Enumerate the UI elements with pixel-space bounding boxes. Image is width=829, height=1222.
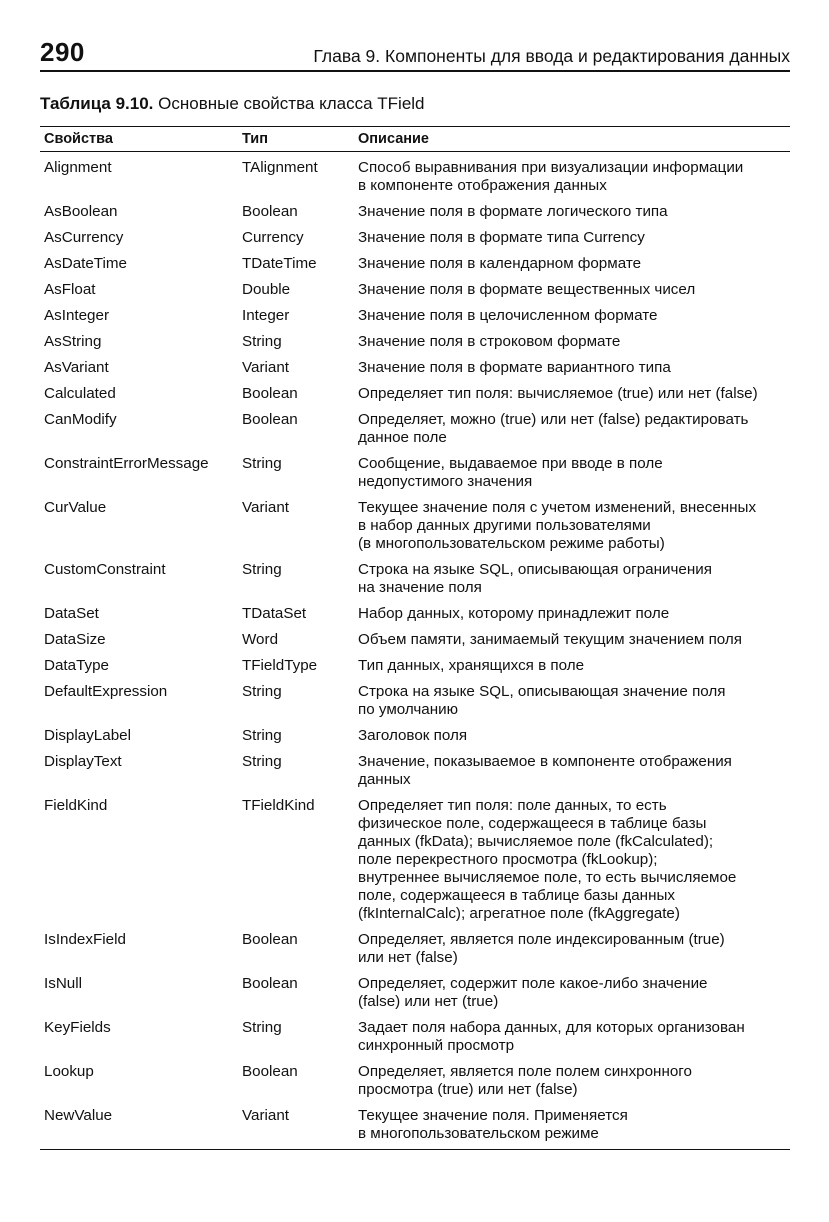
cell-property: DataSet [44, 605, 99, 622]
table-caption-number: Таблица 9.10. [40, 94, 154, 113]
cell-description: Задает поля набора данных, для которых организован синхронный просмотр [358, 1019, 745, 1054]
cell-property: CurValue [44, 499, 107, 516]
cell-description: Текущее значение поля. Применяется в многопользовательском режиме [358, 1107, 628, 1142]
table-row [40, 657, 790, 675]
cell-property: AsCurrency [44, 229, 124, 246]
cell-type: String [242, 1019, 282, 1036]
cell-type: String [242, 753, 282, 770]
table-row [40, 229, 790, 247]
table-row [40, 561, 790, 597]
cell-type: Boolean [242, 931, 298, 948]
table-row [40, 753, 790, 789]
cell-property: Calculated [44, 385, 116, 402]
running-head [40, 36, 790, 72]
cell-type: String [242, 455, 282, 472]
cell-description: Определяет, является поле индексированным (true) или нет (false) [358, 931, 725, 966]
cell-description: Значение поля в формате типа Currency [358, 229, 645, 246]
cell-type: String [242, 727, 282, 744]
cell-property: Alignment [44, 159, 112, 176]
table-row [40, 1019, 790, 1055]
table-row [40, 631, 790, 649]
cell-type: TAlignment [242, 159, 318, 176]
table-row [40, 359, 790, 377]
cell-description: Значение поля в формате вариантного типа [358, 359, 671, 376]
table-row [40, 605, 790, 623]
cell-type: TFieldType [242, 657, 318, 674]
table-body [40, 152, 790, 1149]
cell-description: Текущее значение поля с учетом изменений, внесенных в набор данных другими пользователями (в многопользовательском режиме работы) [358, 499, 757, 552]
table-row [40, 683, 790, 719]
page-number: 290 [40, 37, 85, 67]
table-row [40, 1063, 790, 1099]
table-caption [40, 94, 425, 114]
header-properties: Свойства [44, 131, 113, 147]
cell-type: Boolean [242, 1063, 298, 1080]
cell-property: CustomConstraint [44, 561, 166, 578]
cell-property: CanModify [44, 411, 117, 428]
cell-type: Boolean [242, 411, 298, 428]
cell-type: Variant [242, 359, 289, 376]
table-row [40, 931, 790, 967]
table-row [40, 333, 790, 351]
cell-property: AsBoolean [44, 203, 118, 220]
cell-description: Значение поля в формате логического типа [358, 203, 668, 220]
cell-description: Определяет тип поля: вычисляемое (true) или нет (false) [358, 385, 758, 402]
cell-property: AsInteger [44, 307, 110, 324]
cell-description: Значение поля в целочисленном формате [358, 307, 658, 324]
cell-description: Способ выравнивания при визуализации информации в компоненте отображения данных [358, 159, 744, 194]
cell-type: TFieldKind [242, 797, 315, 814]
cell-property: DataSize [44, 631, 106, 648]
table-row [40, 975, 790, 1011]
cell-property: AsFloat [44, 281, 96, 298]
table-row [40, 159, 790, 195]
cell-description: Значение поля в календарном формате [358, 255, 642, 272]
table-row [40, 307, 790, 325]
properties-table [40, 126, 790, 1150]
cell-type: Boolean [242, 203, 298, 220]
header-description: Описание [358, 131, 429, 147]
cell-property: KeyFields [44, 1019, 111, 1036]
cell-property: AsDateTime [44, 255, 127, 272]
cell-description: Определяет тип поля: поле данных, то есть физическое поле, содержащееся в таблице базы данных (fkData); вычисляемое поле (fkCalculated); поле перекрестного просмотра (fkLookup); внутреннее вычисляемое поле, то есть вычисляемое поле, содержащееся в таблице базы данных (fkInternalCalc); агрегатное поле (fkAggregate) [358, 797, 737, 922]
table-header-row [40, 127, 790, 152]
cell-description: Сообщение, выдаваемое при вводе в поле недопустимого значения [358, 455, 663, 490]
cell-property: AsString [44, 333, 102, 350]
cell-description: Определяет, является поле полем синхронного просмотра (true) или нет (false) [358, 1063, 692, 1098]
cell-type: TDataSet [242, 605, 307, 622]
cell-type: Boolean [242, 385, 298, 402]
cell-type: Double [242, 281, 291, 298]
cell-description: Значение, показываемое в компоненте отображения данных [358, 753, 732, 788]
table-row [40, 385, 790, 403]
table-row [40, 281, 790, 299]
cell-type: String [242, 561, 282, 578]
cell-property: ConstraintErrorMessage [44, 455, 209, 472]
cell-type: Variant [242, 499, 289, 516]
cell-description: Набор данных, которому принадлежит поле [358, 605, 670, 622]
cell-description: Тип данных, хранящихся в поле [358, 657, 585, 674]
cell-type: Currency [242, 229, 304, 246]
cell-property: Lookup [44, 1063, 94, 1080]
cell-type: Integer [242, 307, 290, 324]
cell-description: Строка на языке SQL, описывающая значение поля по умолчанию [358, 683, 726, 718]
cell-property: IsIndexField [44, 931, 126, 948]
cell-description: Значение поля в строковом формате [358, 333, 621, 350]
cell-property: FieldKind [44, 797, 108, 814]
table-row [40, 255, 790, 273]
cell-description: Объем памяти, занимаемый текущим значением поля [358, 631, 743, 648]
table-row [40, 455, 790, 491]
table-row [40, 203, 790, 221]
cell-type: Boolean [242, 975, 298, 992]
cell-description: Заголовок поля [358, 727, 468, 744]
cell-property: DisplayText [44, 753, 122, 770]
cell-description: Определяет, можно (true) или нет (false) редактировать данное поле [358, 411, 749, 446]
table-row [40, 1107, 790, 1143]
table-row [40, 797, 790, 923]
cell-property: DisplayLabel [44, 727, 131, 744]
header-type: Тип [242, 131, 268, 147]
cell-property: NewValue [44, 1107, 113, 1124]
table-caption-title: Основные свойства класса TField [158, 94, 425, 113]
table-row [40, 499, 790, 553]
cell-type: TDateTime [242, 255, 317, 272]
cell-description: Определяет, содержит поле какое-либо значение (false) или нет (true) [358, 975, 708, 1010]
cell-type: Variant [242, 1107, 289, 1124]
table-row [40, 411, 790, 447]
cell-property: DataType [44, 657, 110, 674]
chapter-title: Глава 9. Компоненты для ввода и редактирования данных [313, 46, 790, 66]
cell-type: String [242, 683, 282, 700]
cell-type: Word [242, 631, 279, 648]
cell-description: Строка на языке SQL, описывающая ограничения на значение поля [358, 561, 712, 596]
cell-description: Значение поля в формате вещественных чисел [358, 281, 696, 298]
table-row [40, 727, 790, 745]
cell-type: String [242, 333, 282, 350]
cell-property: DefaultExpression [44, 683, 168, 700]
cell-property: AsVariant [44, 359, 109, 376]
cell-property: IsNull [44, 975, 82, 992]
